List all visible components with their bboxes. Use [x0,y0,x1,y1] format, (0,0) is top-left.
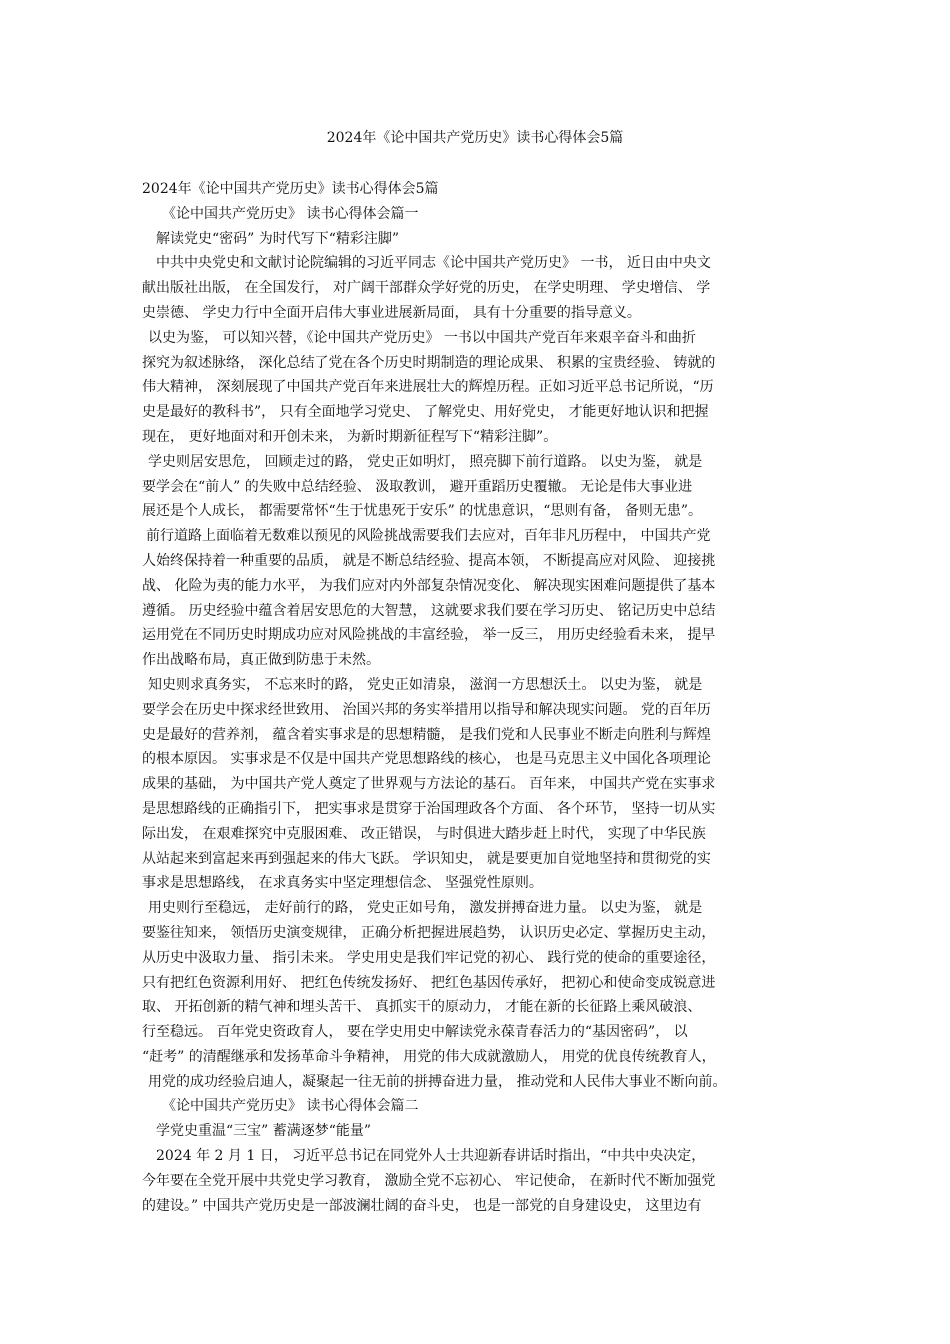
document-body [142,177,814,1218]
paragraph-line: 只有把红色资源利用好、 把红色传统发扬好、 把红色基因传承好， 把初心和使命变成锐意进 [142,974,716,991]
paragraph-line: 以史为鉴， 可以知兴替，《论中国共产党历史》 一书以中国共产党百年来艰辛奋斗和曲折 [148,329,696,346]
paragraph-line: 是思想路线的正确指引下， 把实事求是贯穿于治国理政各个方面、 各个环节， 坚持一切从实 [142,800,716,817]
document-title: 2024年《论中国共产党历史》读书心得体会5篇 [326,130,624,146]
paragraph-line: 的根本原因。 实事求是不仅是中国共产党思想路线的核心， 也是马克思主义中国化各项理论 [142,751,711,768]
paragraph-line: 事求是思想路线， 在求真务实中坚定理想信念、 坚强党性原则。 [142,875,543,892]
paragraph-line: 解读党史“密码” 为时代写下“精彩注脚” [156,230,400,247]
paragraph-line: 学党史重温“三宝” 蓄满逐梦“能量” [156,1123,372,1140]
paragraph-line: 献出版社出版， 在全国发行， 对广阔干部群众学好党的历史， 在学史明理、 学史增信、 学 [142,280,711,297]
paragraph-line: “赶考” 的清醒继承和发扬革命斗争精神， 用党的伟大成就激励人， 用党的优良传统教育人， [142,1048,716,1065]
paragraph-line: 史是最好的营养剂， 蕴含着实事求是的思想精髓， 是我们党和人民事业不断走向胜利与辉煌 [142,726,711,743]
paragraph-line: 要学会在“前人” 的失败中总结经验、 汲取教训， 避开重蹈历史覆辙。 无论是伟大事业进 [142,478,693,495]
paragraph-line: 运用党在不同历史时期成功应对风险挑战的丰富经验， 举一反三， 用历史经验看未来， 提早 [142,627,716,644]
paragraph-line: 前行道路上面临着无数难以预见的风险挑战需要我们去应对，百年非凡历程中， 中国共产党 [146,528,711,545]
paragraph-line: 《论中国共产党历史》 读书心得体会篇一 [162,205,419,222]
paragraph-line: 的建设。” 中国共产党历史是一部波澜壮阔的奋斗史， 也是一部党的自身建设史， 这里边有 [142,1197,702,1214]
paragraph-line: 成果的基础， 为中国共产党人奠定了世界观与方法论的基石。 百年来， 中国共产党在实事求 [142,776,716,793]
paragraph-line: 取、 开拓创新的精气神和埋头苦干、 真抓实干的原动力， 才能在新的长征路上乘风破浪、 [142,999,702,1016]
paragraph-line: 用党的成功经验启迪人，凝聚起一往无前的拼搏奋进力量， 推动党和人民伟大事业不断向前。 [148,1073,727,1090]
paragraph-line: 人始终保持着一种重要的品质， 就是不断总结经验、提高本领， 不断提高应对风险、 迎接挑 [142,552,716,569]
paragraph-line: 展还是个人成长， 都需要常怀“生于忧患死于安乐” 的忧患意识，“思则有备， 备则无患”。 [142,503,702,520]
paragraph-line: 《论中国共产党历史》 读书心得体会篇二 [162,1098,419,1115]
paragraph-line: 2024年《论中国共产党历史》读书心得体会5篇 [142,181,439,197]
paragraph-line: 用史则行至稳远， 走好前行的路， 党史正如号角， 激发拼搏奋进力量。 以史为鉴， 就是 [148,900,703,917]
paragraph-line: 2024 年 2 月 1 日， 习近平总书记在同党外人士共迎新春讲话时指出，“中共中央决定， [156,1148,706,1165]
paragraph-line: 现在， 更好地面对和开创未来， 为新时期新征程写下“精彩注脚”。 [142,428,558,445]
paragraph-line: 伟大精神， 深刻展现了中国共产党百年来进展壮大的辉煌历程。正如习近平总书记所说，“历 [142,379,714,396]
paragraph-line: 探究为叙述脉络， 深化总结了党在各个历史时期制造的理论成果、 积累的宝贵经验、 铸就的 [142,354,716,371]
paragraph-line: 知史则求真务实， 不忘来时的路， 党史正如清泉， 滋润一方思想沃土。 以史为鉴， 就是 [148,676,703,693]
paragraph-line: 从历史中汲取力量、 指引未来。 学史用史是我们牢记党的初心、 践行党的使命的重要途径， [142,949,716,966]
paragraph-line: 际出发， 在艰难探究中克服困难、 改正错误， 与时俱进大踏步赶上时代， 实现了中华民族 [142,825,706,842]
paragraph-line: 史是最好的教科书”， 只有全面地学习党史、 了解党史、用好党史， 才能更好地认识和把握 [142,404,709,421]
paragraph-line: 学史则居安思危， 回顾走过的路， 党史正如明灯， 照亮脚下前行道路。 以史为鉴， 就是 [148,453,703,470]
paragraph-line: 中共中央党史和文献讨论院编辑的习近平同志《论中国共产党历史》 一书， 近日由中央文 [156,255,711,272]
paragraph-line: 遵循。 历史经验中蕴含着居安思危的大智慧， 这就要求我们要在学习历史、 铭记历史中总结 [142,602,716,619]
paragraph-line: 要鉴往知来， 领悟历史演变规律， 正确分析把握进展趋势， 认识历史必定、掌握历史主动， [142,924,716,941]
paragraph-line: 行至稳远。 百年党史资政育人， 要在学史用史中解读党永葆青春活力的“基因密码”， 以 [142,1024,688,1041]
paragraph-line: 今年要在全党开展中共党史学习教育， 激励全党不忘初心、 牢记使命， 在新时代不断加强党 [142,1172,716,1189]
paragraph-line: 战、 化险为夷的能力水平， 为我们应对内外部复杂情况变化、 解决现实困难问题提供了基本 [142,577,716,594]
paragraph-line: 史崇德、 学史力行中全面开启伟大事业进展新局面， 具有十分重要的指导意义。 [142,304,641,321]
paragraph-line: 作出战略布局，真正做到防患于未然。 [142,652,380,669]
paragraph-line: 从站起来到富起来再到强起来的伟大飞跃。 学识知史， 就是要更加自觉地坚持和贯彻党的实 [142,850,711,867]
paragraph-line: 要学会在历史中探求经世致用、 治国兴邦的务实举措用以指导和解决现实问题。 党的百年历 [142,701,711,718]
